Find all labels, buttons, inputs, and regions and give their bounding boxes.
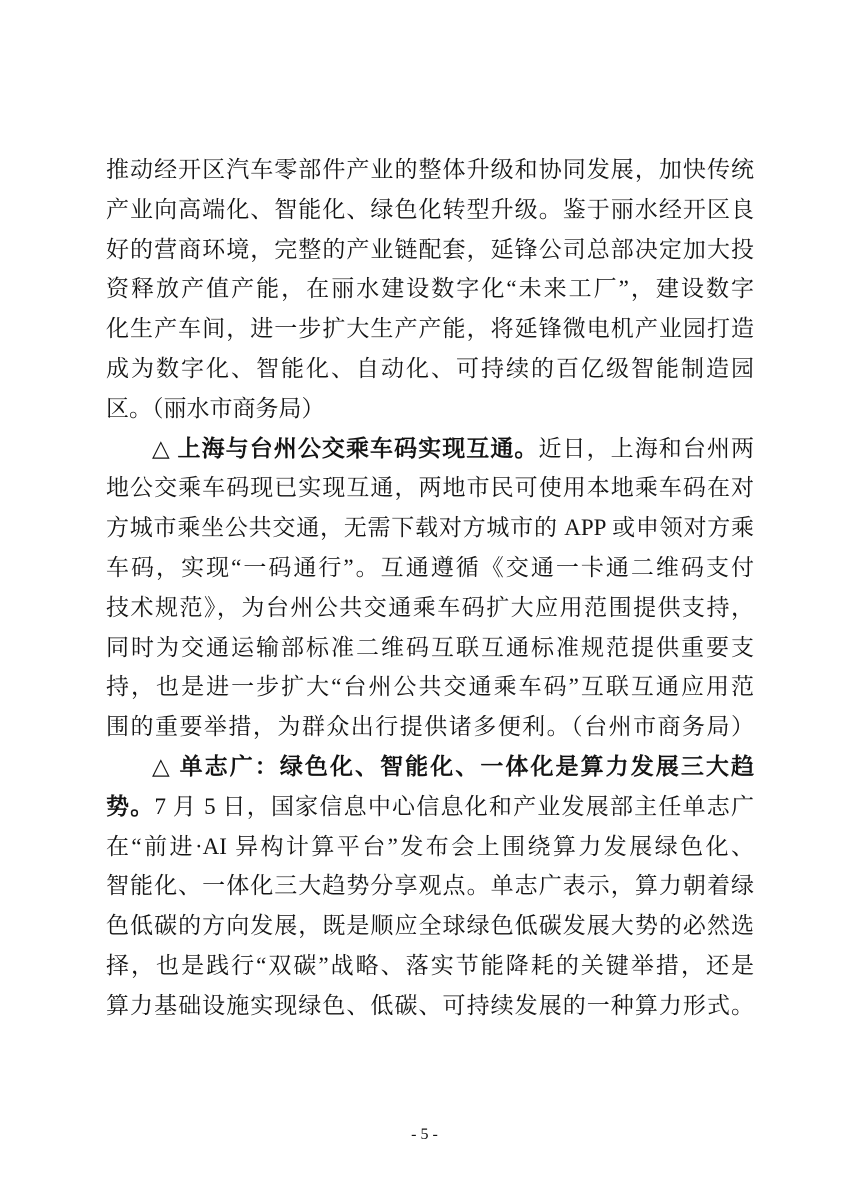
text-line: 推动经开区汽车零部件产业的整体升级和协同发展，加快传统 [106,157,754,182]
text-line: 在“前进·AI 异构计算平台”发布会上围绕算力发展绿色化、 [106,833,754,859]
heading-carryover-bold: 势。 [106,793,155,819]
text-line: 地公交乘车码现已实现互通，两地市民可使用本地乘车码在对 [106,475,754,501]
text-line [106,787,754,827]
text-line: 好的营商环境，完整的产业链配套，延锋公司总部决定加大投 [106,236,754,262]
paragraph-lishui-auto-parts [106,150,754,429]
paragraph-shanghai-taizhou-transit-code [106,429,754,747]
item-heading-rest: 近日，上海和台州两 [538,435,754,461]
text-line: 资释放产值产能，在丽水建设数字化“未来工厂”，建设数字 [106,276,754,302]
text-line: 择，也是践行“双碳”战略、落实节能降耗的关键举措，还是 [106,952,754,978]
text-line-paragraph-end: 围的重要举措，为群众出行提供诸多便利。（台州市商务局） [106,714,754,740]
text-line-paragraph-end: 区。（丽水市商务局） [106,395,325,421]
paragraph-shan-zhiguang-computing-trends [106,747,754,1026]
text-line: 成为数字化、智能化、自动化、可持续的百亿级智能制造园 [106,355,754,381]
text-line: 色低碳的方向发展，既是顺应全球绿色低碳发展大势的必然选 [106,913,754,939]
document-body [106,150,754,1026]
heading-carryover-rest: 7 月 5 日，国家信息中心信息化和产业发展部主任单志广 [154,793,754,819]
page-footer [0,1124,849,1146]
text-line: 同时为交通运输部标准二维码互联互通标准规范提供重要支 [106,634,754,660]
page-number: - 5 - [411,1126,438,1143]
text-line: 技术规范》，为台州公共交通乘车码扩大应用范围提供支持， [106,594,754,620]
text-line-item-heading: △ 单志广：绿色化、智能化、一体化是算力发展三大趋 [152,753,754,779]
text-line: 产业向高端化、智能化、绿色化转型升级。鉴于丽水经开区良 [106,196,754,222]
text-line: 化生产车间，进一步扩大生产产能，将延锋微电机产业园打造 [106,316,754,342]
text-line: 车码，实现“一码通行”。互通遵循《交通一卡通二维码支付 [106,554,754,580]
text-line-paragraph-end: 算力基础设施实现绿色、低碳、可持续发展的一种算力形式。 [106,992,754,1018]
item-heading-bold: △ 上海与台州公交乘车码实现互通。 [152,435,539,461]
text-line-item-heading [106,429,754,469]
text-line: 方城市乘坐公共交通，无需下载对方城市的 APP 或申领对方乘 [106,515,754,541]
text-line: 持，也是进一步扩大“台州公共交通乘车码”互联互通应用范 [106,674,754,700]
text-line: 智能化、一体化三大趋势分享观点。单志广表示，算力朝着绿 [106,873,754,899]
